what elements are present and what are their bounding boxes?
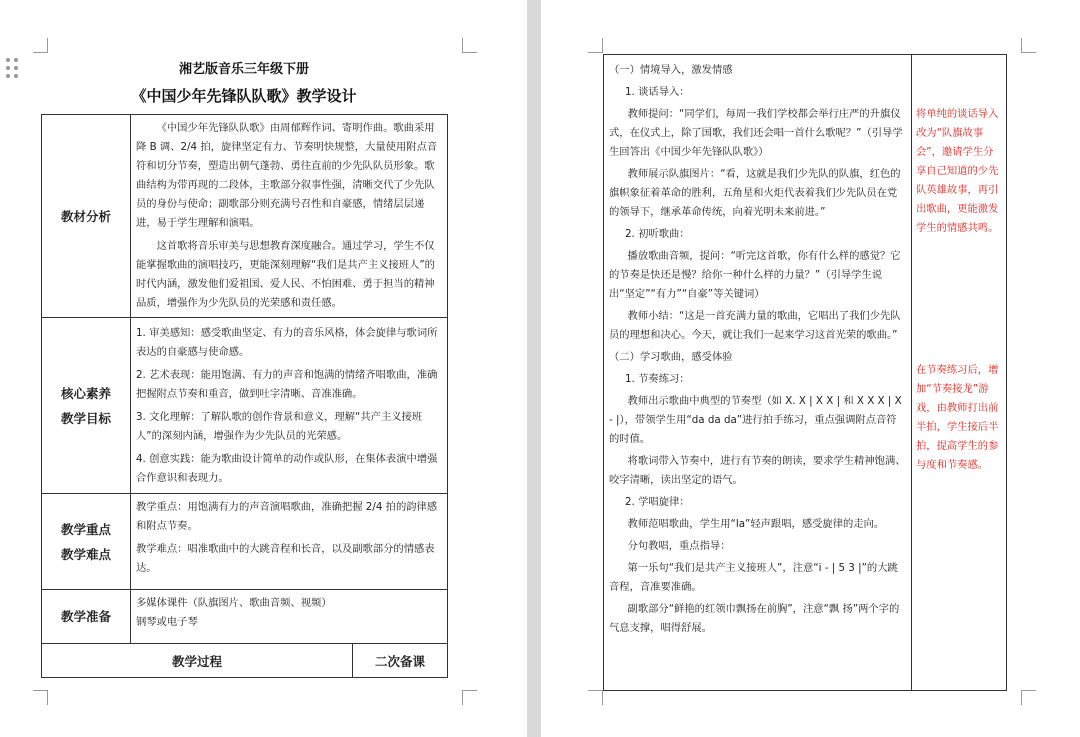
paragraph: 教学难点：唱准歌曲中的大跳音程和长音，以及副歌部分的情感表达。 [136,543,435,574]
second-prep-notes [912,55,1007,691]
table-row [42,318,448,494]
section-heading: （一）情境导入，激发情感 [609,64,733,76]
margin-corner-mark [33,690,48,705]
row-label: 教材分析 [42,115,131,318]
paragraph: 钢琴或电子琴 [136,616,198,628]
table-row [604,55,1007,691]
step-heading: 1. 节奏练习： [625,373,690,385]
drag-handle-icon[interactable] [6,58,22,80]
step-heading: 2. 初听歌曲： [625,228,690,240]
paragraph: 教师小结：“这是一首充满力量的歌曲，它唱出了我们少先队员的理想和决心。今天，就让我们一起来学习这首光荣的歌曲。” [609,310,901,341]
paragraph: 第一乐句“我们是共产主义接班人”，注意“i - | 5 3 |”的大跳音程，音准要准确。 [609,562,898,593]
paragraph: 教学重点：用饱满有力的声音演唱歌曲，准确把握 2/4 拍的韵律感和附点节奏。 [136,501,438,532]
list-item: 1. 审美感知：感受歌曲坚定、有力的音乐风格，体会旋律与歌词所表达的自豪感与使命感。 [136,327,438,358]
row-content [131,318,448,494]
list-item: 3. 文化理解：了解队歌的创作背景和意义，理解“共产主义接班人”的深刻内涵，增强作为少先队员的光荣感。 [136,411,423,442]
row-label: 教学准备 [42,590,131,644]
process-header: 教学过程 [42,644,353,678]
revision-note: 在节奏练习后，增加“节奏接龙”游戏，由教师打出前半拍，学生接后半拍，提高学生的参与度和节奏感。 [916,364,999,471]
row-content [131,115,448,318]
margin-corner-mark [588,38,603,53]
page-gutter [527,0,541,737]
process-table [603,54,1007,691]
paragraph: 多媒体课件（队旗图片、歌曲音频、视频） [136,597,332,609]
table-row [42,590,448,644]
row-label: 教学重点 教学难点 [42,494,131,590]
margin-corner-mark [462,690,477,705]
paragraph: 教师提问：“同学们，每周一我们学校都会举行庄严的升旗仪式，在仪式上，除了国歌，我们还会唱一首什么歌呢？”（引导学生回答出《中国少年先锋队队歌》） [609,108,903,158]
margin-corner-mark [462,38,477,53]
table-row [42,115,448,318]
document-page-right [541,0,1080,737]
paragraph: 教师出示歌曲中典型的节奏型（如 X. X | X X | 和 X X X | X - |），带领学生用“da da da”进行拍手练习，重点强调附点音符的时值。 [609,395,902,445]
paragraph: 将歌词带入节奏中，进行有节奏的朗读，要求学生精神饱满、咬字清晰，读出坚定的语气。 [609,455,906,486]
paragraph: 这首歌将音乐审美与思想教育深度融合。通过学习，学生不仅能掌握歌曲的演唱技巧，更能深刻理解“我们是共产主义接班人”的时代内涵，激发他们爱祖国、爱人民、不怕困难、勇于担当的精神品质，增强作为少先队员的光荣感和责任感。 [136,240,435,309]
margin-corner-mark [1021,38,1036,53]
step-heading: 1. 谈话导入： [625,86,690,98]
lesson-plan-table [41,114,448,678]
paragraph: 分句教唱，重点指导： [627,540,731,552]
paragraph: 《中国少年先锋队队歌》由周郁辉作词、寄明作曲。歌曲采用降 B 调、2/4 拍，旋律坚定有力、节奏明快规整，大量使用附点音符和切分节奏，塑造出朝气蓬勃、勇往直前的少先队队员形象。歌曲结构为带再现的二段体，主歌部分叙事性强，清晰交代了少先队员的身份与使命；副歌部分则充满号召性和自豪感，情绪层层递进，易于学生理解和演唱。 [136,122,438,229]
margin-corner-mark [1021,690,1036,705]
revision-note: 将单纯的谈话导入改为“队旗故事会”，邀请学生分享自己知道的少先队英雄故事，再引出歌曲，更能激发学生的情感共鸣。 [916,108,999,234]
document-page-left [0,0,527,737]
document-title: 《中国少年先锋队队歌》教学设计 [131,87,357,105]
section-heading: （二）学习歌曲，感受体验 [609,351,733,363]
document-subtitle: 湘艺版音乐三年级下册 [178,62,309,77]
table-row [42,494,448,590]
paragraph: 教师展示队旗图片：“看，这就是我们少先队的队旗，红色的旗帜象征着革命的胜利，五角星和火炬代表着我们少先队员在党的领导下，继承革命传统，向着光明未来前进。” [609,168,901,218]
paragraph: 播放歌曲音频，提问：“听完这首歌，你有什么样的感觉？它的节奏是快还是慢？给你一种什么样的力量？”（引导学生说出“坚定”“有力”“自豪”等关键词） [609,250,901,300]
row-content [131,590,448,644]
list-item: 2. 艺术表现：能用饱满、有力的声音和饱满的情绪齐唱歌曲，准确把握附点节奏和重音，做到吐字清晰、音准准确。 [136,369,438,400]
paragraph: 教师范唱歌曲，学生用“la”轻声跟唱，感受旋律的走向。 [627,518,885,530]
list-item: 4. 创意实践：能为歌曲设计简单的动作或队形，在集体表演中增强合作意识和表现力。 [136,453,438,484]
margin-corner-mark [33,38,48,53]
process-content [604,55,912,691]
table-row [42,644,448,678]
second-prep-header: 二次备课 [353,644,448,678]
row-content [131,494,448,590]
paragraph: 副歌部分“鲜艳的红领巾飘扬在前胸”，注意“飘 扬”两个字的气息支撑，唱得舒展。 [609,603,900,634]
row-label: 核心素养 教学目标 [42,318,131,494]
step-heading: 2. 学唱旋律： [625,496,690,508]
margin-corner-mark [588,690,603,705]
